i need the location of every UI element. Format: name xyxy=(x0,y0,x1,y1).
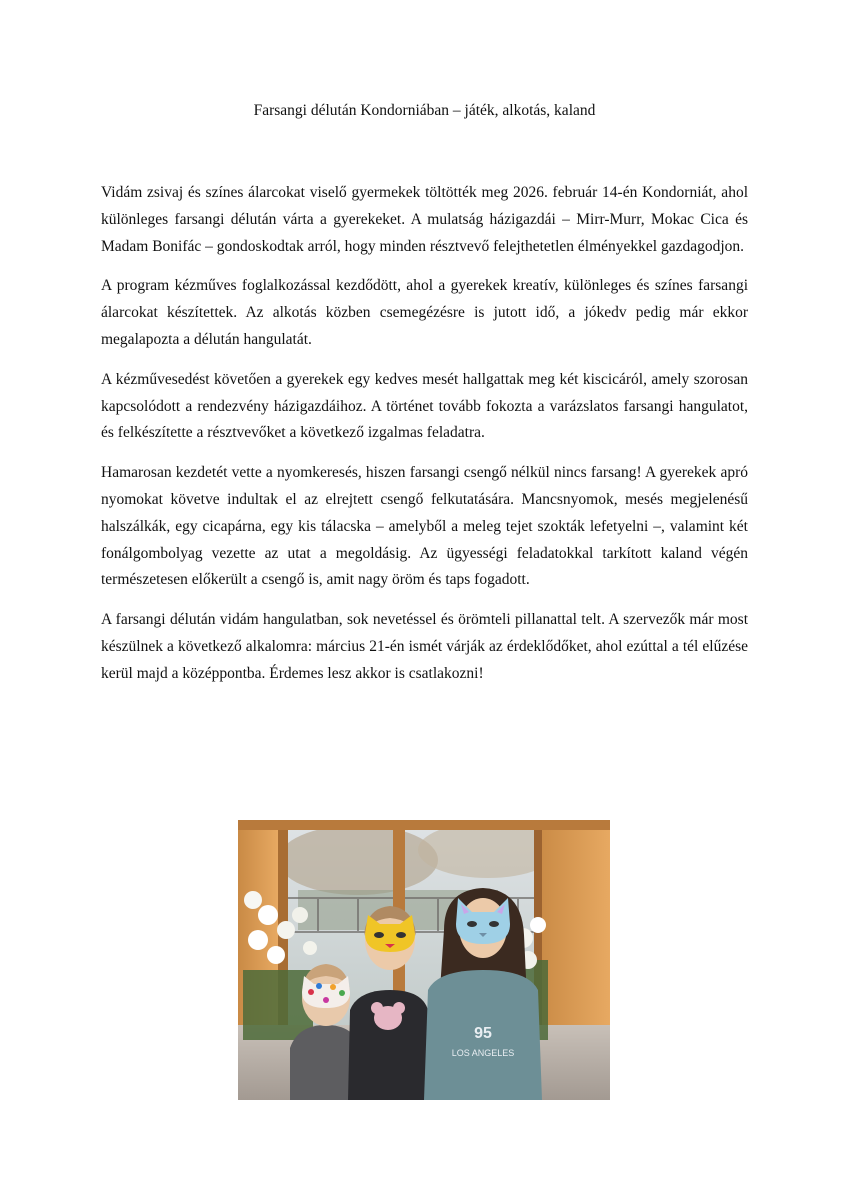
page-title: Farsangi délután Kondorniában – játék, alkotás, kaland xyxy=(253,102,596,119)
paragraph-3: A kézművesedést követően a gyerekek egy kedves mesét hallgattak meg két kiscicáról, amely szorosan kapcsolódott a rendezvény házigazdáihoz. A történet tovább fokozta a varázslatos farsangi hangulatot, és felkészítette a résztvevőket a következő izgalmas feladatra. xyxy=(101,370,748,442)
shirt-print-text: LOS ANGELES xyxy=(451,1048,515,1058)
article-body xyxy=(101,180,748,701)
paragraph-1: Vidám zsivaj és színes álarcokat viselő gyermekek töltötték meg 2026. február 14-én Kondorniát, ahol különleges farsangi délután várta a gyerekeket. A mulatság házigazdái – Mirr-Murr, Mokac Cica és Madam Bonifác – gondoskodtak arról, hogy minden résztvevő felejthetetlen élményekkel gazdagodjon. xyxy=(101,184,748,255)
paragraph-4: Hamarosan kezdetét vette a nyomkeresés, hiszen farsangi csengő nélkül nincs farsang! A gyerekek apró nyomokat követve indultak el az elrejtett csengő felkutatására. Mancsnyomok, mesés megjelenésű halszálkák, egy cicapárna, egy kis tálacska – amelyből a meleg tejet szokták lefetyelni –, valamint két fonálgombolyag vezette az utat a megoldásig. Az ügyességi feladatokkal tarkított kaland végén természetesen előkerült a csengő is, amit nagy öröm és taps fogadott. xyxy=(101,464,748,589)
shirt-print-number: 95 xyxy=(474,1025,492,1042)
paragraph-5: A farsangi délután vidám hangulatban, sok nevetéssel és örömteli pillanattal telt. A szervezők már most készülnek a következő alkalomra: március 21-én ismét várják az érdeklődőket, ahol ezúttal a tél elűzése kerül majd a középpontba. Érdemes lesz akkor is csatlakozni! xyxy=(101,611,748,682)
paragraph-2: A program kézműves foglalkozással kezdődött, ahol a gyerekek kreatív, különleges és színes farsangi álarcokat készítettek. Az alkotás közben csemegézésre is jutott idő, a jókedv pedig már ekkor megalapozta a délután hangulatát. xyxy=(101,277,748,348)
photo-children-in-masks xyxy=(238,820,610,1100)
